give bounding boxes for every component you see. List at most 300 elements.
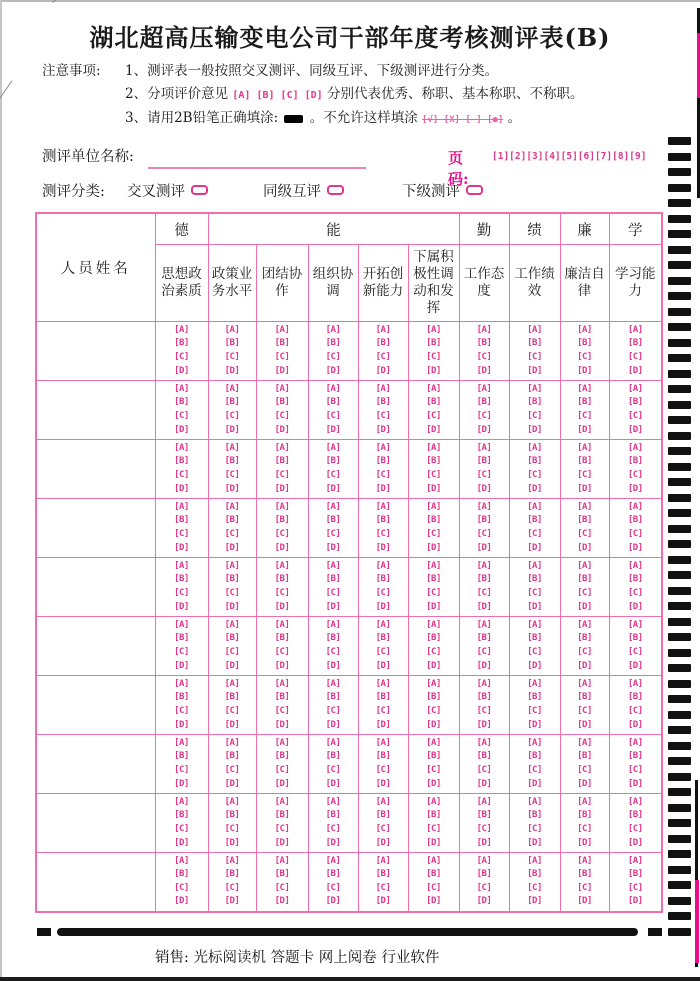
bubble-a[interactable]: [A] [476,560,492,571]
bubble-c[interactable]: [C] [174,352,189,362]
bubble-d[interactable]: [D] [375,837,391,848]
bubble-c[interactable]: [C] [325,882,341,893]
bubble-b[interactable]: [B] [224,751,240,762]
bubble-d[interactable]: [D] [577,837,592,848]
bubble-a[interactable]: [A] [627,560,643,571]
bubble-c[interactable]: [C] [375,824,391,834]
bubble-b[interactable]: [B] [426,633,441,644]
bubble-b[interactable]: [B] [174,810,189,821]
bubble-c[interactable]: [C] [577,647,592,657]
bubble-c[interactable]: [C] [627,647,643,657]
bubble-a[interactable]: [A] [274,560,290,571]
bubble-d[interactable]: [D] [527,601,542,612]
bubble-d[interactable]: [D] [577,719,592,730]
bubble-c[interactable]: [C] [527,529,542,539]
bubble-d[interactable]: [D] [577,483,592,494]
bubble-c[interactable]: [C] [174,411,189,421]
bubble-b[interactable]: [B] [476,456,492,467]
bubble-d[interactable]: [D] [476,660,492,671]
bubble-d[interactable]: [D] [527,896,542,907]
bubble-b[interactable]: [B] [476,574,492,585]
bubble-b[interactable]: [B] [627,869,643,880]
bubble-a[interactable]: [A] [325,678,341,689]
bubble-a[interactable]: [A] [527,678,542,689]
person-name-cell[interactable] [36,322,155,381]
bubble-c[interactable]: [C] [426,824,441,834]
bubble-a[interactable]: [A] [627,501,643,512]
bubble-b[interactable]: [B] [627,810,643,821]
bubble-a[interactable]: [A] [375,796,391,807]
bubble-b[interactable]: [B] [426,456,441,467]
bubble-b[interactable]: [B] [476,515,492,526]
bubble-d[interactable]: [D] [426,896,441,907]
bubble-a[interactable]: [A] [476,678,492,689]
bubble-d[interactable]: [D] [174,483,189,494]
bubble-a[interactable]: [A] [274,796,290,807]
bubble-d[interactable]: [D] [426,660,441,671]
bubble-b[interactable]: [B] [274,869,290,880]
bubble-a[interactable]: [A] [426,560,441,571]
bubble-d[interactable]: [D] [426,778,441,789]
bubble-a[interactable]: [A] [426,442,441,453]
bubble-c[interactable]: [C] [627,765,643,775]
bubble-b[interactable]: [B] [627,751,643,762]
bubble-d[interactable]: [D] [274,896,290,907]
bubble-c[interactable]: [C] [224,647,240,657]
bubble-c[interactable]: [C] [224,411,240,421]
bubble-b[interactable]: [B] [325,810,341,821]
bubble-c[interactable]: [C] [174,824,189,834]
bubble-b[interactable]: [B] [527,456,542,467]
bubble-d[interactable]: [D] [224,601,240,612]
bubble-a[interactable]: [A] [577,855,592,866]
bubble-b[interactable]: [B] [527,397,542,408]
bubble-c[interactable]: [C] [274,529,290,539]
bubble-d[interactable]: [D] [174,896,189,907]
bubble-a[interactable]: [A] [274,737,290,748]
bubble-a[interactable]: [A] [426,678,441,689]
bubble-a[interactable]: [A] [224,737,240,748]
bubble-c[interactable]: [C] [527,824,542,834]
bubble-a[interactable]: [A] [375,619,391,630]
bubble-b[interactable]: [B] [476,633,492,644]
bubble-c[interactable]: [C] [577,529,592,539]
bubble-a[interactable]: [A] [274,501,290,512]
bubble-c[interactable]: [C] [174,529,189,539]
bubble-b[interactable]: [B] [375,751,391,762]
bubble-d[interactable]: [D] [476,483,492,494]
bubble-a[interactable]: [A] [274,619,290,630]
bubble-c[interactable]: [C] [476,529,492,539]
bubble-c[interactable]: [C] [476,765,492,775]
bubble-b[interactable]: [B] [426,515,441,526]
bubble-b[interactable]: [B] [325,338,341,349]
bubble-d[interactable]: [D] [577,601,592,612]
bubble-b[interactable]: [B] [627,633,643,644]
bubble-d[interactable]: [D] [426,365,441,376]
bubble-c[interactable]: [C] [476,470,492,480]
bubble-d[interactable]: [D] [224,778,240,789]
bubble-d[interactable]: [D] [274,660,290,671]
bubble-d[interactable]: [D] [375,365,391,376]
bubble-a[interactable]: [A] [224,383,240,394]
bubble-c[interactable]: [C] [527,647,542,657]
bubble-c[interactable]: [C] [325,765,341,775]
bubble-a[interactable]: [A] [174,619,189,630]
bubble-a[interactable]: [A] [325,796,341,807]
bubble-b[interactable]: [B] [577,751,592,762]
bubble-d[interactable]: [D] [375,896,391,907]
bubble-c[interactable]: [C] [224,706,240,716]
bubble-d[interactable]: [D] [375,601,391,612]
bubble-a[interactable]: [A] [577,501,592,512]
bubble-d[interactable]: [D] [577,660,592,671]
bubble-b[interactable]: [B] [274,456,290,467]
person-name-cell[interactable] [36,617,155,676]
bubble-c[interactable]: [C] [577,588,592,598]
bubble-c[interactable]: [C] [325,706,341,716]
bubble-b[interactable]: [B] [577,692,592,703]
bubble-a[interactable]: [A] [224,855,240,866]
bubble-c[interactable]: [C] [627,352,643,362]
bubble-c[interactable]: [C] [174,470,189,480]
bubble-b[interactable]: [B] [224,574,240,585]
bubble-d[interactable]: [D] [274,542,290,553]
bubble-b[interactable]: [B] [325,397,341,408]
bubble-d[interactable]: [D] [426,719,441,730]
bubble-a[interactable]: [A] [627,855,643,866]
bubble-a[interactable]: [A] [577,737,592,748]
bubble-b[interactable]: [B] [527,574,542,585]
bubble-b[interactable]: [B] [174,515,189,526]
bubble-a[interactable]: [A] [426,324,441,335]
bubble-c[interactable]: [C] [224,882,240,893]
bubble-b[interactable]: [B] [627,692,643,703]
bubble-b[interactable]: [B] [274,397,290,408]
bubble-c[interactable]: [C] [627,824,643,834]
bubble-b[interactable]: [B] [577,456,592,467]
bubble-b[interactable]: [B] [224,397,240,408]
bubble-c[interactable]: [C] [375,352,391,362]
bubble-a[interactable]: [A] [577,383,592,394]
bubble-b[interactable]: [B] [577,574,592,585]
person-name-cell[interactable] [36,499,155,558]
bubble-d[interactable]: [D] [274,365,290,376]
bubble-a[interactable]: [A] [325,619,341,630]
bubble-c[interactable]: [C] [527,706,542,716]
bubble-a[interactable]: [A] [577,442,592,453]
bubble-d[interactable]: [D] [174,778,189,789]
bubble-d[interactable]: [D] [325,542,341,553]
bubble-d[interactable]: [D] [627,542,643,553]
bubble-d[interactable]: [D] [627,365,643,376]
bubble-a[interactable]: [A] [375,737,391,748]
bubble-c[interactable]: [C] [476,706,492,716]
bubble-a[interactable]: [A] [476,501,492,512]
bubble-b[interactable]: [B] [426,751,441,762]
bubble-b[interactable]: [B] [375,692,391,703]
bubble-a[interactable]: [A] [224,796,240,807]
bubble-a[interactable]: [A] [577,678,592,689]
bubble-b[interactable]: [B] [577,338,592,349]
bubble-a[interactable]: [A] [375,442,391,453]
bubble-a[interactable]: [A] [476,619,492,630]
bubble-b[interactable]: [B] [426,574,441,585]
bubble-b[interactable]: [B] [325,515,341,526]
person-name-cell[interactable] [36,735,155,794]
bubble-c[interactable]: [C] [224,529,240,539]
bubble-d[interactable]: [D] [375,660,391,671]
bubble-a[interactable]: [A] [426,383,441,394]
bubble-d[interactable]: [D] [174,365,189,376]
bubble-d[interactable]: [D] [174,719,189,730]
bubble-c[interactable]: [C] [274,882,290,893]
bubble-c[interactable]: [C] [325,470,341,480]
bubble-a[interactable]: [A] [224,442,240,453]
bubble-d[interactable]: [D] [527,542,542,553]
bubble-c[interactable]: [C] [527,352,542,362]
bubble-a[interactable]: [A] [174,324,189,335]
bubble-c[interactable]: [C] [325,647,341,657]
person-name-cell[interactable] [36,794,155,853]
bubble-b[interactable]: [B] [224,869,240,880]
bubble-d[interactable]: [D] [527,778,542,789]
bubble-b[interactable]: [B] [224,515,240,526]
bubble-d[interactable]: [D] [375,542,391,553]
bubble-a[interactable]: [A] [174,442,189,453]
bubble-d[interactable]: [D] [577,778,592,789]
bubble-b[interactable]: [B] [274,751,290,762]
bubble-c[interactable]: [C] [426,647,441,657]
bubble-b[interactable]: [B] [375,574,391,585]
bubble-d[interactable]: [D] [527,837,542,848]
bubble-c[interactable]: [C] [426,706,441,716]
bubble-a[interactable]: [A] [527,501,542,512]
bubble-a[interactable]: [A] [375,501,391,512]
bubble-b[interactable]: [B] [527,869,542,880]
bubble-d[interactable]: [D] [325,601,341,612]
bubble-d[interactable]: [D] [274,601,290,612]
bubble-d[interactable]: [D] [274,424,290,435]
bubble-c[interactable]: [C] [274,765,290,775]
bubble-b[interactable]: [B] [375,515,391,526]
bubble-c[interactable]: [C] [577,824,592,834]
bubble-d[interactable]: [D] [577,542,592,553]
bubble-d[interactable]: [D] [224,365,240,376]
bubble-a[interactable]: [A] [476,383,492,394]
bubble-d[interactable]: [D] [476,365,492,376]
bubble-a[interactable]: [A] [174,383,189,394]
bubble-d[interactable]: [D] [426,483,441,494]
bubble-b[interactable]: [B] [375,456,391,467]
bubble-b[interactable]: [B] [426,810,441,821]
bubble-c[interactable]: [C] [577,765,592,775]
bubble-b[interactable]: [B] [174,751,189,762]
bubble-d[interactable]: [D] [325,896,341,907]
bubble-b[interactable]: [B] [274,574,290,585]
bubble-d[interactable]: [D] [325,424,341,435]
bubble-d[interactable]: [D] [577,896,592,907]
bubble-c[interactable]: [C] [375,470,391,480]
bubble-c[interactable]: [C] [577,470,592,480]
bubble-b[interactable]: [B] [274,515,290,526]
bubble-b[interactable]: [B] [325,751,341,762]
bubble-d[interactable]: [D] [375,719,391,730]
bubble-c[interactable]: [C] [375,411,391,421]
bubble-b[interactable]: [B] [375,338,391,349]
bubble-c[interactable]: [C] [627,588,643,598]
bubble-a[interactable]: [A] [375,560,391,571]
bubble-d[interactable]: [D] [476,424,492,435]
bubble-c[interactable]: [C] [274,411,290,421]
bubble-a[interactable]: [A] [476,796,492,807]
bubble-c[interactable]: [C] [174,882,189,893]
bubble-d[interactable]: [D] [627,837,643,848]
bubble-c[interactable]: [C] [224,824,240,834]
bubble-d[interactable]: [D] [224,660,240,671]
bubble-b[interactable]: [B] [224,456,240,467]
bubble-c[interactable]: [C] [627,529,643,539]
bubble-a[interactable]: [A] [224,501,240,512]
bubble-a[interactable]: [A] [476,855,492,866]
bubble-a[interactable]: [A] [476,442,492,453]
bubble-a[interactable]: [A] [375,855,391,866]
bubble-c[interactable]: [C] [325,411,341,421]
bubble-a[interactable]: [A] [274,324,290,335]
bubble-a[interactable]: [A] [577,619,592,630]
bubble-c[interactable]: [C] [274,588,290,598]
bubble-a[interactable]: [A] [426,737,441,748]
bubble-c[interactable]: [C] [627,411,643,421]
bubble-b[interactable]: [B] [274,810,290,821]
bubble-b[interactable]: [B] [224,692,240,703]
bubble-b[interactable]: [B] [577,633,592,644]
bubble-c[interactable]: [C] [627,882,643,893]
bubble-d[interactable]: [D] [476,837,492,848]
bubble-d[interactable]: [D] [577,424,592,435]
bubble-c[interactable]: [C] [274,647,290,657]
bubble-a[interactable]: [A] [476,324,492,335]
bubble-a[interactable]: [A] [527,619,542,630]
bubble-b[interactable]: [B] [174,397,189,408]
bubble-a[interactable]: [A] [325,324,341,335]
bubble-a[interactable]: [A] [325,855,341,866]
bubble-a[interactable]: [A] [577,324,592,335]
bubble-d[interactable]: [D] [577,365,592,376]
bubble-d[interactable]: [D] [224,542,240,553]
bubble-d[interactable]: [D] [274,719,290,730]
category-checkbox[interactable] [327,185,344,195]
bubble-c[interactable]: [C] [426,470,441,480]
bubble-c[interactable]: [C] [527,588,542,598]
bubble-b[interactable]: [B] [627,338,643,349]
bubble-c[interactable]: [C] [174,588,189,598]
bubble-c[interactable]: [C] [577,411,592,421]
bubble-c[interactable]: [C] [577,706,592,716]
bubble-d[interactable]: [D] [224,483,240,494]
bubble-c[interactable]: [C] [426,411,441,421]
bubble-d[interactable]: [D] [174,424,189,435]
bubble-a[interactable]: [A] [174,855,189,866]
bubble-c[interactable]: [C] [476,352,492,362]
bubble-b[interactable]: [B] [174,633,189,644]
bubble-d[interactable]: [D] [627,424,643,435]
bubble-d[interactable]: [D] [375,424,391,435]
bubble-a[interactable]: [A] [174,678,189,689]
bubble-b[interactable]: [B] [375,869,391,880]
bubble-b[interactable]: [B] [426,869,441,880]
bubble-b[interactable]: [B] [174,574,189,585]
bubble-d[interactable]: [D] [627,896,643,907]
bubble-c[interactable]: [C] [627,706,643,716]
bubble-c[interactable]: [C] [224,588,240,598]
bubble-c[interactable]: [C] [627,470,643,480]
bubble-a[interactable]: [A] [527,383,542,394]
bubble-a[interactable]: [A] [527,855,542,866]
bubble-a[interactable]: [A] [627,737,643,748]
bubble-c[interactable]: [C] [174,765,189,775]
bubble-b[interactable]: [B] [627,515,643,526]
category-checkbox[interactable] [466,185,483,195]
bubble-a[interactable]: [A] [527,796,542,807]
bubble-c[interactable]: [C] [274,470,290,480]
bubble-b[interactable]: [B] [476,869,492,880]
bubble-d[interactable]: [D] [375,778,391,789]
bubble-d[interactable]: [D] [375,483,391,494]
bubble-d[interactable]: [D] [224,424,240,435]
bubble-a[interactable]: [A] [627,442,643,453]
bubble-b[interactable]: [B] [527,633,542,644]
bubble-c[interactable]: [C] [375,647,391,657]
bubble-b[interactable]: [B] [224,633,240,644]
bubble-d[interactable]: [D] [476,601,492,612]
bubble-c[interactable]: [C] [527,882,542,893]
bubble-d[interactable]: [D] [325,660,341,671]
bubble-b[interactable]: [B] [174,692,189,703]
bubble-d[interactable]: [D] [476,542,492,553]
bubble-d[interactable]: [D] [627,719,643,730]
bubble-c[interactable]: [C] [476,824,492,834]
bubble-c[interactable]: [C] [476,411,492,421]
bubble-d[interactable]: [D] [325,483,341,494]
person-name-cell[interactable] [36,853,155,912]
bubble-b[interactable]: [B] [577,810,592,821]
bubble-a[interactable]: [A] [577,560,592,571]
bubble-a[interactable]: [A] [527,737,542,748]
bubble-c[interactable]: [C] [325,529,341,539]
bubble-d[interactable]: [D] [627,778,643,789]
bubble-b[interactable]: [B] [274,633,290,644]
bubble-c[interactable]: [C] [426,588,441,598]
bubble-c[interactable]: [C] [426,352,441,362]
bubble-c[interactable]: [C] [527,765,542,775]
bubble-c[interactable]: [C] [375,529,391,539]
bubble-b[interactable]: [B] [174,869,189,880]
person-name-cell[interactable] [36,676,155,735]
bubble-c[interactable]: [C] [325,352,341,362]
bubble-b[interactable]: [B] [476,751,492,762]
person-name-cell[interactable] [36,440,155,499]
bubble-c[interactable]: [C] [375,765,391,775]
bubble-a[interactable]: [A] [274,442,290,453]
bubble-a[interactable]: [A] [224,324,240,335]
bubble-b[interactable]: [B] [476,810,492,821]
bubble-b[interactable]: [B] [325,869,341,880]
bubble-a[interactable]: [A] [627,796,643,807]
bubble-d[interactable]: [D] [627,601,643,612]
bubble-d[interactable]: [D] [426,542,441,553]
bubble-b[interactable]: [B] [527,338,542,349]
